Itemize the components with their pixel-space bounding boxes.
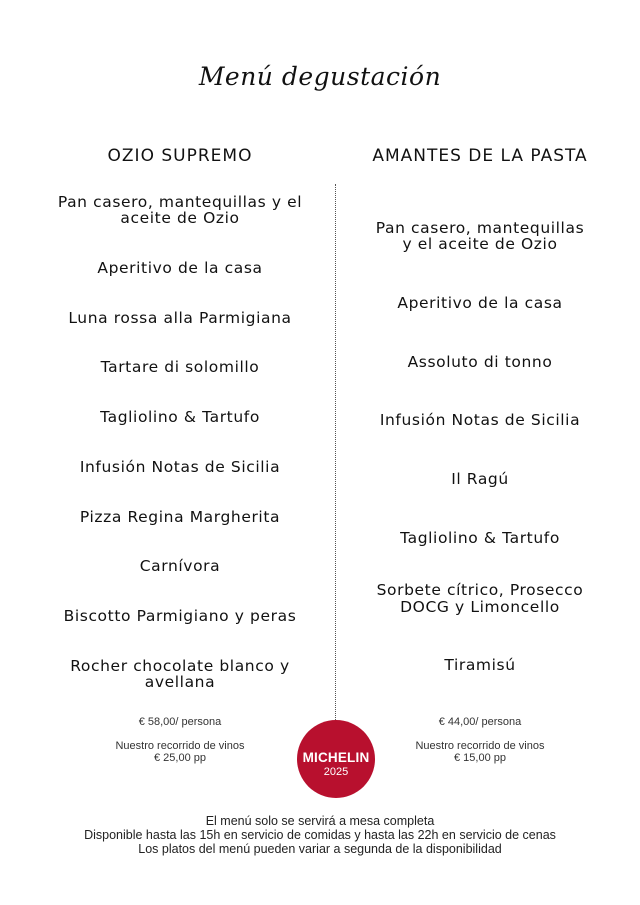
dish-item: Tagliolino & Tartufo	[400, 529, 560, 547]
wine-pairing-price: € 25,00 pp	[154, 752, 206, 764]
menu-title: Menú degustación	[198, 62, 442, 91]
wine-pairing	[330, 740, 630, 764]
michelin-year: 2025	[323, 766, 349, 778]
dish-item: Aperitivo de la casa	[97, 259, 263, 277]
wine-pairing-label: Nuestro recorrido de vinos	[115, 740, 245, 752]
dish-item: Biscotto Parmigiano y peras	[63, 607, 297, 625]
dish-item: DOCG y Limoncello	[400, 598, 560, 616]
dish-item: Il Ragú	[451, 470, 509, 488]
dish-item: Pan casero, mantequillas y el	[57, 193, 303, 211]
dish-item: avellana	[144, 673, 216, 691]
column-heading: OZIO SUPREMO	[107, 146, 253, 166]
michelin-badge	[297, 720, 375, 798]
dish-item: Assoluto di tonno	[407, 353, 553, 371]
wine-pairing-label: Nuestro recorrido de vinos	[415, 740, 545, 752]
dish-item: Tiramisú	[444, 656, 516, 674]
dish-item: Pan casero, mantequillas	[375, 219, 585, 237]
dish-item: Pizza Regina Margherita	[79, 508, 281, 526]
dotted-divider	[335, 184, 336, 720]
dish-item: Rocher chocolate blanco y	[70, 657, 290, 675]
michelin-brand: MICHELIN	[302, 750, 370, 765]
footer-line: Disponible hasta las 15h en servicio de comidas y hasta las 22h en servicio de cenas	[84, 828, 556, 842]
dish-item: Luna rossa alla Parmigiana	[68, 309, 292, 327]
column-heading: AMANTES DE LA PASTA	[372, 146, 588, 166]
footer-line: Los platos del menú pueden variar a segunda de la disponibilidad	[138, 842, 502, 856]
wine-pairing	[30, 740, 330, 764]
dish-item: Carnívora	[139, 557, 221, 575]
dish-item: Aperitivo de la casa	[397, 294, 563, 312]
dish-item: y el aceite de Ozio	[402, 235, 558, 253]
dish-item: Infusión Notas de Sicilia	[379, 411, 581, 429]
dish-item: Tagliolino & Tartufo	[100, 408, 260, 426]
menu-price: € 58,00/ persona	[138, 716, 222, 728]
footer-line: El menú solo se servirá a mesa completa	[205, 814, 435, 828]
wine-pairing-price: € 15,00 pp	[454, 752, 506, 764]
dish-item: Tartare di solomillo	[100, 358, 260, 376]
dish-item: Infusión Notas de Sicilia	[79, 458, 281, 476]
menu-price: € 44,00/ persona	[438, 716, 522, 728]
dish-item: Sorbete cítrico, Prosecco	[376, 581, 584, 599]
dish-item: aceite de Ozio	[120, 209, 240, 227]
footer-notes	[0, 814, 640, 856]
